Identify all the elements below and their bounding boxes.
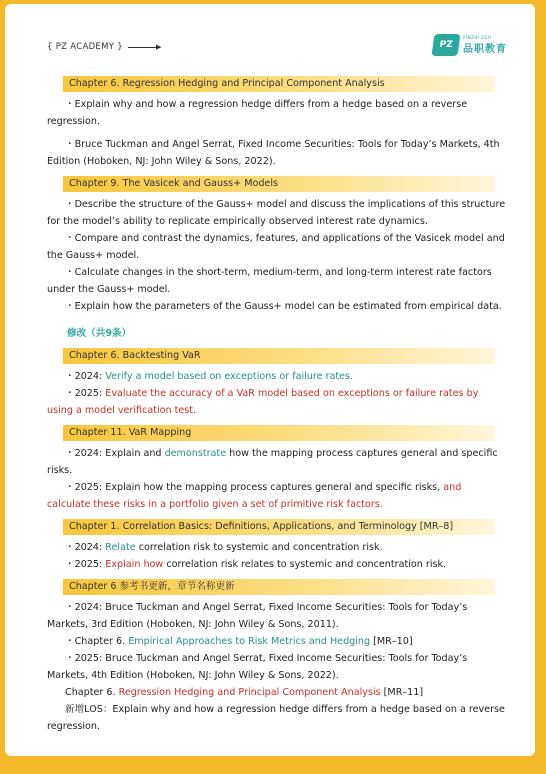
logo-text — [463, 35, 507, 55]
section-title: 修改（共9条） — [67, 328, 132, 339]
document-page — [5, 4, 535, 756]
highlight-old-text: Empirical Approaches to Risk Metrics and Hedging — [128, 636, 371, 647]
bullet-prefix: ・2025: — [65, 559, 106, 570]
logo-mark-icon: PZ — [431, 34, 460, 56]
bullet-prefix: ・2024: — [65, 542, 106, 553]
chapter-heading: Chapter 6. Backtesting VaR — [63, 348, 495, 364]
bullet-prefix: ・2024: — [65, 371, 106, 382]
bullet-text: ・Describe the structure of the Gauss+ model and discuss the implications of this structure for the model’s ability to replicate empirically observed interest rate dynamics. — [47, 199, 506, 227]
bullet-text — [47, 633, 507, 650]
bullet-prefix: ・2025: — [65, 388, 106, 399]
highlight-old-text: Verify a model based on exceptions or failure rates. — [105, 371, 354, 382]
arrow-right-icon: ▶ — [155, 43, 162, 51]
arrow-line-icon — [128, 47, 158, 48]
bullet-text — [47, 539, 507, 556]
highlight-new-text: Explain how — [105, 559, 164, 570]
highlight-old-text: Relate — [105, 542, 136, 553]
brand-label — [47, 42, 162, 52]
company-logo — [433, 34, 507, 56]
bullet-text — [47, 479, 507, 513]
highlight-old-text: demonstrate — [164, 448, 227, 459]
bullet-suffix: correlation risk relates to systemic and concentration risk. — [163, 559, 447, 570]
page-header — [47, 4, 507, 64]
chapter-heading: Chapter 9. The Vasicek and Gauss+ Models — [63, 176, 495, 192]
highlight-new-text: and calculate these risks in a portfolio given a set of primitive risk factors. — [47, 482, 462, 510]
bullet-text — [47, 445, 507, 479]
bullet-text: ・Calculate changes in the short-term, medium-term, and long-term interest rate factors under the Gauss+ model. — [47, 267, 492, 295]
brand-text: { PZ ACADEMY } — [47, 42, 123, 52]
chapter-heading: Chapter 11. VaR Mapping — [63, 425, 495, 441]
chapter-heading: Chapter 6. Regression Hedging and Principal Component Analysis — [63, 76, 495, 92]
bullet-suffix: correlation risk to systemic and concentration risk. — [135, 542, 383, 553]
bullet-text: ・Bruce Tuckman and Angel Serrat, Fixed Income Securities: Tools for Today’s Markets, 4th Edition (Hoboken, NJ: John Wiley & Sons, 2022). — [47, 139, 500, 167]
chapter-heading: Chapter 1. Correlation Basics: Definitions, Applications, and Terminology [MR–8] — [63, 519, 495, 535]
chapter-heading: Chapter 6 参考书更新，章节名称更新 — [63, 579, 495, 595]
bullet-suffix: [MR–10] — [370, 636, 413, 647]
bullet-text: ・Explain how the parameters of the Gauss+ model can be estimated from empirical data. — [65, 301, 502, 312]
bullet-prefix: ・Chapter 6. — [65, 636, 129, 647]
bullet-text — [47, 385, 507, 419]
bullet-text — [47, 684, 507, 701]
bullet-text: 新增LOS：Explain why and how a regression hedge differs from a hedge based on a reverse regression. — [47, 704, 505, 732]
highlight-new-text: Regression Hedging and Principal Component Analysis — [118, 687, 381, 698]
bullet-prefix: Chapter 6. — [65, 687, 119, 698]
bullet-text — [47, 556, 507, 573]
bullet-text — [47, 368, 507, 385]
bullet-text: ・2025: Bruce Tuckman and Angel Serrat, Fixed Income Securities: Tools for Today’s Markets, 4th Edition (Hoboken, NJ: John Wiley & Sons, 2022). — [47, 653, 468, 681]
bullet-text: ・2024: Bruce Tuckman and Angel Serrat, Fixed Income Securities: Tools for Today’s Markets, 3rd Edition (Hoboken, NJ: John Wiley & Sons, 2011). — [47, 602, 468, 630]
document-content — [47, 64, 507, 735]
bullet-suffix: [MR–11] — [380, 687, 424, 698]
bullet-suffix: how the mapping process captures general and specific risks. — [47, 448, 498, 476]
spacer — [47, 64, 507, 76]
bullet-prefix: ・2024: Explain and — [65, 448, 165, 459]
bullet-text: ・Explain why and how a regression hedge differs from a hedge based on a reverse regression. — [47, 99, 468, 127]
bullet-text: ・Compare and contrast the dynamics, features, and applications of the Vasicek model and the Gauss+ model. — [47, 233, 505, 261]
bullet-prefix: ・2025: Explain how the mapping process captures general and specific risks, — [65, 482, 444, 493]
logo-title: 品职教育 — [463, 44, 507, 55]
logo-subtitle: PINZHI EDU — [463, 35, 492, 40]
highlight-new-text: Evaluate the accuracy of a VaR model based on exceptions or failure rates by using a model verification test. — [47, 388, 479, 416]
